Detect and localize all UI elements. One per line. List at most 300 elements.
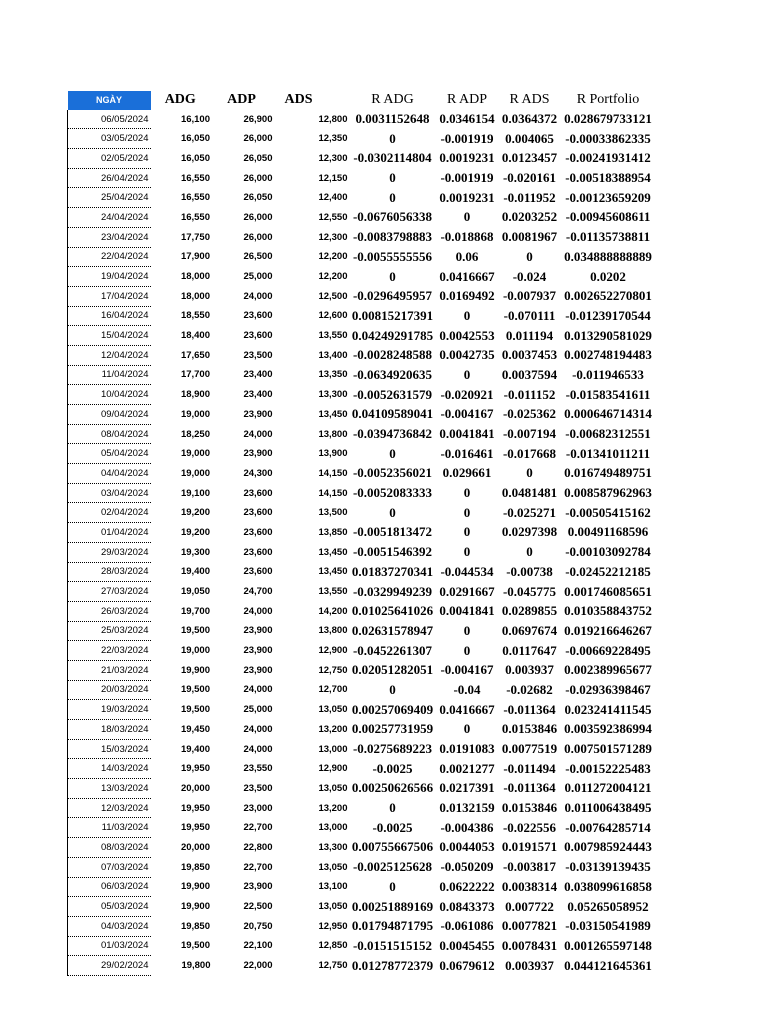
cell-adp[interactable]: 23,900: [243, 645, 273, 657]
cell-r-adg[interactable]: 0.01025641026: [351, 603, 434, 619]
cell-adg[interactable]: 16,550: [180, 192, 210, 204]
cell-adg[interactable]: 18,400: [180, 330, 210, 342]
cell-adg[interactable]: 19,950: [180, 802, 210, 814]
cell-date[interactable]: 23/04/2024: [68, 227, 151, 247]
cell-ads[interactable]: 13,850: [318, 526, 348, 538]
cell-date[interactable]: 29/03/2024: [68, 542, 151, 562]
cell-r-adp[interactable]: 0: [463, 622, 471, 638]
cell-adg[interactable]: 16,050: [180, 152, 210, 164]
cell-date[interactable]: 06/03/2024: [68, 877, 151, 897]
cell-r-ads[interactable]: 0.0077519: [501, 741, 558, 757]
cell-adg[interactable]: 19,500: [180, 684, 210, 696]
cell-r-adp[interactable]: 0.0346154: [439, 111, 495, 127]
cell-adp[interactable]: 23,600: [243, 310, 273, 322]
cell-adg[interactable]: 19,050: [180, 586, 210, 598]
cell-r-portfolio[interactable]: 0.016749489751: [564, 465, 652, 481]
cell-date[interactable]: 20/03/2024: [68, 680, 151, 700]
cell-r-adg[interactable]: -0.0296495957: [352, 288, 433, 304]
cell-r-adp[interactable]: 0: [463, 366, 471, 382]
cell-adg[interactable]: 19,700: [180, 605, 210, 617]
cell-adp[interactable]: 23,600: [243, 507, 273, 519]
cell-date[interactable]: 01/04/2024: [68, 523, 151, 543]
cell-ads[interactable]: 12,950: [318, 920, 348, 932]
cell-r-portfolio[interactable]: 0.010358843752: [564, 603, 652, 619]
cell-ads[interactable]: 13,450: [318, 546, 348, 558]
cell-adp[interactable]: 24,300: [243, 467, 273, 479]
cell-r-adp[interactable]: -0.020921: [440, 386, 494, 402]
cell-r-portfolio[interactable]: -0.01341011211: [565, 445, 651, 461]
cell-r-adp[interactable]: 0: [463, 485, 471, 501]
cell-r-adp[interactable]: 0: [463, 544, 471, 560]
cell-r-adg[interactable]: 0.04109589041: [351, 406, 434, 422]
cell-adg[interactable]: 19,900: [180, 664, 210, 676]
cell-date[interactable]: 05/03/2024: [68, 897, 151, 917]
cell-adp[interactable]: 22,500: [243, 901, 273, 913]
cell-adg[interactable]: 19,800: [181, 960, 211, 972]
cell-r-adg[interactable]: 0: [389, 130, 396, 146]
cell-date[interactable]: 29/02/2024: [68, 956, 151, 976]
cell-r-adp[interactable]: 0.0291667: [439, 583, 495, 599]
cell-ads[interactable]: 12,200: [318, 271, 348, 283]
cell-r-adg[interactable]: -0.0275689223: [352, 741, 433, 757]
cell-r-adp[interactable]: 0.0416667: [439, 268, 495, 284]
cell-adg[interactable]: 19,200: [180, 526, 210, 538]
cell-adp[interactable]: 26,050: [243, 152, 273, 164]
cell-r-portfolio[interactable]: -0.00669228495: [565, 642, 651, 658]
cell-adp[interactable]: 23,900: [243, 448, 273, 460]
cell-r-ads[interactable]: -0.011364: [503, 780, 556, 796]
cell-r-portfolio[interactable]: 0.0202: [590, 268, 626, 284]
cell-r-portfolio[interactable]: 0.007501571289: [564, 741, 652, 757]
cell-date[interactable]: 11/04/2024: [68, 365, 151, 385]
cell-r-ads[interactable]: 0.0078431: [501, 937, 558, 953]
cell-r-adp[interactable]: -0.016461: [440, 445, 494, 461]
cell-adp[interactable]: 23,600: [243, 546, 273, 558]
cell-r-ads[interactable]: 0.007722: [505, 898, 554, 914]
cell-r-ads[interactable]: -0.020161: [502, 170, 557, 186]
cell-r-adp[interactable]: -0.001919: [440, 170, 494, 186]
cell-r-portfolio[interactable]: -0.00518388954: [565, 170, 651, 186]
cell-ads[interactable]: 13,200: [318, 802, 348, 814]
cell-r-adp[interactable]: 0.0041841: [439, 603, 495, 619]
header-adg[interactable]: ADG: [164, 92, 196, 108]
cell-ads[interactable]: 13,200: [318, 723, 348, 735]
cell-adp[interactable]: 25,000: [243, 704, 273, 716]
cell-date[interactable]: 08/04/2024: [68, 424, 151, 444]
cell-adp[interactable]: 26,500: [243, 251, 273, 263]
cell-r-portfolio[interactable]: 0.003592386994: [564, 721, 652, 737]
cell-adp[interactable]: 26,050: [243, 192, 273, 204]
cell-date[interactable]: 24/04/2024: [68, 208, 151, 228]
cell-adp[interactable]: 20,750: [243, 920, 273, 932]
cell-date[interactable]: 25/04/2024: [68, 188, 151, 208]
cell-date[interactable]: 03/05/2024: [68, 129, 151, 149]
cell-date[interactable]: 18/03/2024: [68, 720, 151, 740]
cell-r-adp[interactable]: 0.06: [455, 248, 479, 264]
cell-r-adg[interactable]: 0: [389, 681, 396, 697]
cell-r-adg[interactable]: 0: [389, 189, 396, 205]
cell-date[interactable]: 14/03/2024: [68, 759, 151, 779]
cell-r-portfolio[interactable]: -0.00764285714: [565, 819, 651, 835]
cell-adg[interactable]: 19,850: [180, 920, 210, 932]
cell-r-ads[interactable]: -0.00738: [506, 563, 553, 579]
cell-date[interactable]: 09/04/2024: [68, 405, 151, 425]
cell-r-adp[interactable]: 0.0217391: [439, 780, 495, 796]
cell-r-adg[interactable]: -0.0634920635: [352, 366, 433, 382]
cell-r-adg[interactable]: -0.0052356021: [352, 465, 433, 481]
cell-ads[interactable]: 12,850: [318, 940, 348, 952]
cell-adp[interactable]: 23,550: [243, 763, 273, 775]
cell-r-ads[interactable]: 0.0037453: [501, 347, 558, 363]
cell-ads[interactable]: 13,500: [318, 507, 348, 519]
cell-ads[interactable]: 13,800: [318, 625, 348, 637]
cell-r-adg[interactable]: 0: [389, 170, 396, 186]
cell-r-ads[interactable]: 0.0038314: [501, 878, 558, 894]
cell-r-portfolio[interactable]: 0.013290581029: [564, 327, 652, 343]
cell-r-portfolio[interactable]: 0.008587962963: [564, 485, 652, 501]
cell-ads[interactable]: 13,800: [318, 428, 348, 440]
cell-date[interactable]: 21/03/2024: [68, 660, 151, 680]
cell-r-adp[interactable]: 0.0042735: [439, 347, 495, 363]
cell-r-adp[interactable]: -0.004167: [440, 662, 494, 678]
cell-ads[interactable]: 13,050: [318, 861, 348, 873]
cell-r-adp[interactable]: -0.050209: [440, 859, 494, 875]
cell-adp[interactable]: 23,600: [243, 330, 273, 342]
cell-r-ads[interactable]: -0.025362: [502, 406, 557, 422]
cell-ads[interactable]: 13,450: [318, 566, 348, 578]
cell-r-adp[interactable]: 0.0045455: [439, 937, 495, 953]
cell-ads[interactable]: 12,600: [318, 310, 348, 322]
cell-ads[interactable]: 13,450: [318, 408, 348, 420]
cell-date[interactable]: 16/04/2024: [68, 306, 151, 326]
cell-r-adp[interactable]: -0.018868: [440, 229, 494, 245]
cell-r-adp[interactable]: 0.0843373: [439, 898, 495, 914]
cell-ads[interactable]: 12,150: [318, 172, 348, 184]
cell-r-portfolio[interactable]: -0.00033862335: [565, 130, 651, 146]
cell-adg[interactable]: 19,000: [180, 467, 210, 479]
cell-adg[interactable]: 19,000: [180, 408, 210, 420]
cell-r-ads[interactable]: 0: [526, 465, 533, 481]
cell-ads[interactable]: 12,200: [318, 251, 348, 263]
cell-r-adp[interactable]: 0.0019231: [439, 150, 495, 166]
cell-adp[interactable]: 23,900: [243, 881, 273, 893]
cell-ads[interactable]: 13,400: [318, 349, 348, 361]
cell-date[interactable]: 27/03/2024: [68, 582, 151, 602]
cell-r-ads[interactable]: 0.003937: [505, 957, 554, 973]
cell-r-adg[interactable]: -0.0025125628: [352, 859, 433, 875]
cell-date[interactable]: 07/03/2024: [68, 857, 151, 877]
cell-r-adp[interactable]: 0: [463, 524, 471, 540]
cell-r-ads[interactable]: 0.011194: [505, 327, 554, 343]
cell-adg[interactable]: 18,000: [180, 290, 210, 302]
cell-date[interactable]: 15/03/2024: [68, 739, 151, 759]
cell-adg[interactable]: 19,500: [180, 940, 210, 952]
cell-r-portfolio[interactable]: 0.002389965677: [564, 662, 652, 678]
cell-adp[interactable]: 23,900: [243, 664, 273, 676]
header-r-adg[interactable]: R ADG: [371, 92, 414, 108]
cell-adg[interactable]: 20,000: [180, 782, 210, 794]
cell-r-portfolio[interactable]: 0.002748194483: [564, 347, 652, 363]
cell-adp[interactable]: 26,900: [243, 113, 273, 125]
cell-r-portfolio[interactable]: -0.00682312551: [565, 426, 651, 442]
cell-r-ads[interactable]: -0.011494: [503, 760, 556, 776]
cell-r-adp[interactable]: 0.0416667: [439, 701, 495, 717]
cell-r-portfolio[interactable]: -0.00103092784: [565, 544, 651, 560]
cell-adp[interactable]: 24,000: [243, 743, 273, 755]
cell-r-adp[interactable]: 0.0042553: [439, 327, 495, 343]
cell-date[interactable]: 19/03/2024: [68, 700, 151, 720]
cell-adg[interactable]: 17,700: [180, 369, 210, 381]
cell-r-portfolio[interactable]: 0.00491168596: [567, 524, 649, 540]
cell-date[interactable]: 17/04/2024: [68, 286, 151, 306]
cell-adg[interactable]: 17,650: [180, 349, 210, 361]
cell-adp[interactable]: 22,800: [243, 841, 273, 853]
cell-r-adp[interactable]: -0.004167: [440, 406, 494, 422]
cell-r-adp[interactable]: 0.0191083: [439, 741, 495, 757]
cell-date[interactable]: 19/04/2024: [68, 267, 151, 287]
cell-r-ads[interactable]: 0.0037594: [501, 366, 558, 382]
header-r-ads[interactable]: R ADS: [509, 92, 550, 108]
cell-date[interactable]: 08/03/2024: [68, 838, 151, 858]
cell-r-portfolio[interactable]: 0.001265597148: [564, 937, 652, 953]
cell-date[interactable]: 04/03/2024: [68, 916, 151, 936]
cell-r-adg[interactable]: -0.0151515152: [352, 937, 433, 953]
cell-r-ads[interactable]: 0: [526, 544, 533, 560]
cell-r-adg[interactable]: 0.01837270341: [351, 563, 434, 579]
cell-r-portfolio[interactable]: 0.002652270801: [564, 288, 652, 304]
cell-r-ads[interactable]: 0.0191571: [501, 839, 558, 855]
cell-r-adg[interactable]: 0.00257069409: [351, 701, 434, 717]
cell-date[interactable]: 04/04/2024: [68, 464, 151, 484]
cell-date[interactable]: 05/04/2024: [68, 444, 151, 464]
cell-r-adg[interactable]: 0.02631578947: [351, 622, 434, 638]
cell-r-adp[interactable]: 0.0622222: [439, 878, 495, 894]
cell-adp[interactable]: 25,000: [243, 271, 273, 283]
cell-r-adg[interactable]: -0.0329949239: [352, 583, 433, 599]
cell-ads[interactable]: 12,300: [318, 152, 348, 164]
cell-r-ads[interactable]: 0: [526, 248, 533, 264]
cell-r-ads[interactable]: -0.011152: [503, 386, 556, 402]
cell-r-portfolio[interactable]: 0.028679733121: [564, 111, 652, 127]
cell-r-ads[interactable]: 0.0123457: [501, 150, 558, 166]
cell-r-adg[interactable]: 0.00755667506: [351, 839, 434, 855]
cell-adg[interactable]: 16,550: [180, 172, 210, 184]
cell-adp[interactable]: 23,600: [243, 566, 273, 578]
cell-r-portfolio[interactable]: 0.011006438495: [564, 800, 652, 816]
cell-ads[interactable]: 13,050: [318, 704, 348, 716]
cell-adp[interactable]: 24,700: [243, 586, 273, 598]
cell-r-portfolio[interactable]: 0.007985924443: [564, 839, 652, 855]
cell-date[interactable]: 12/04/2024: [68, 345, 151, 365]
cell-adp[interactable]: 26,000: [243, 211, 273, 223]
cell-r-adp[interactable]: 0: [463, 209, 471, 225]
cell-r-portfolio[interactable]: 0.001746085651: [564, 583, 652, 599]
cell-r-ads[interactable]: -0.007194: [502, 426, 557, 442]
cell-date[interactable]: 12/03/2024: [68, 798, 151, 818]
cell-ads[interactable]: 13,000: [318, 822, 348, 834]
cell-date[interactable]: 11/03/2024: [68, 818, 151, 838]
cell-adp[interactable]: 23,900: [243, 625, 273, 637]
cell-r-adg[interactable]: -0.0452261307: [352, 642, 433, 658]
cell-ads[interactable]: 12,900: [318, 763, 348, 775]
cell-ads[interactable]: 13,050: [318, 901, 348, 913]
cell-r-portfolio[interactable]: -0.03139139435: [565, 859, 651, 875]
cell-r-adg[interactable]: -0.0052631579: [352, 386, 433, 402]
cell-ads[interactable]: 12,750: [318, 664, 348, 676]
cell-r-adp[interactable]: 0: [463, 307, 471, 323]
cell-ads[interactable]: 13,050: [318, 782, 348, 794]
cell-r-ads[interactable]: 0.003937: [505, 662, 554, 678]
cell-adg[interactable]: 19,100: [180, 487, 210, 499]
cell-adg[interactable]: 19,950: [180, 763, 210, 775]
cell-date[interactable]: 25/03/2024: [68, 621, 151, 641]
cell-r-ads[interactable]: -0.02682: [506, 681, 553, 697]
cell-r-adg[interactable]: -0.0055555556: [352, 248, 433, 264]
cell-r-adg[interactable]: 0.0031152648: [355, 111, 430, 127]
cell-date[interactable]: 02/05/2024: [68, 149, 151, 169]
cell-r-ads[interactable]: 0.0289855: [501, 603, 558, 619]
cell-r-adg[interactable]: 0: [389, 878, 396, 894]
cell-r-adg[interactable]: -0.0083798883: [352, 229, 433, 245]
cell-adg[interactable]: 18,000: [180, 271, 210, 283]
cell-ads[interactable]: 12,800: [318, 113, 348, 125]
cell-r-adp[interactable]: 0.0021277: [439, 760, 495, 776]
cell-r-portfolio[interactable]: -0.00505415162: [565, 504, 651, 520]
cell-ads[interactable]: 12,350: [318, 133, 348, 145]
cell-r-portfolio[interactable]: -0.00152225483: [565, 760, 651, 776]
cell-r-adp[interactable]: 0.0044053: [439, 839, 495, 855]
cell-adg[interactable]: 19,950: [180, 822, 210, 834]
cell-r-portfolio[interactable]: 0.034888888889: [564, 248, 652, 264]
cell-r-ads[interactable]: -0.017668: [502, 445, 557, 461]
cell-adp[interactable]: 23,600: [243, 487, 273, 499]
header-date[interactable]: NGÀY: [68, 91, 151, 110]
cell-ads[interactable]: 12,700: [318, 684, 348, 696]
cell-r-portfolio[interactable]: 0.023241411545: [564, 701, 652, 717]
cell-ads[interactable]: 12,550: [318, 211, 348, 223]
cell-adg[interactable]: 16,550: [180, 211, 210, 223]
cell-r-adg[interactable]: 0: [389, 800, 396, 816]
cell-r-ads[interactable]: 0.0077821: [501, 918, 558, 934]
cell-r-adp[interactable]: 0.029661: [442, 465, 492, 481]
cell-ads[interactable]: 14,150: [318, 467, 348, 479]
cell-r-adg[interactable]: -0.0025: [372, 819, 413, 835]
cell-r-portfolio[interactable]: -0.01239170544: [565, 307, 651, 323]
cell-ads[interactable]: 14,200: [318, 605, 348, 617]
cell-r-portfolio[interactable]: -0.011946533: [572, 366, 644, 382]
cell-adg[interactable]: 19,850: [180, 861, 210, 873]
cell-r-ads[interactable]: -0.007937: [502, 288, 557, 304]
cell-adg[interactable]: 19,300: [180, 546, 210, 558]
cell-r-adg[interactable]: 0.01278772379: [351, 957, 434, 973]
cell-r-portfolio[interactable]: 0.038099616858: [564, 878, 652, 894]
cell-r-adg[interactable]: -0.0051813472: [352, 524, 433, 540]
cell-r-ads[interactable]: 0.0297398: [501, 524, 558, 540]
cell-date[interactable]: 28/03/2024: [68, 562, 151, 582]
cell-r-ads[interactable]: -0.024: [512, 268, 547, 284]
cell-r-adg[interactable]: 0: [389, 504, 396, 520]
cell-adp[interactable]: 26,000: [243, 133, 273, 145]
cell-r-portfolio[interactable]: -0.03150541989: [565, 918, 651, 934]
cell-date[interactable]: 15/04/2024: [68, 326, 151, 346]
cell-r-adg[interactable]: -0.0052083333: [352, 485, 433, 501]
cell-adg[interactable]: 18,550: [180, 310, 210, 322]
cell-adp[interactable]: 22,700: [243, 822, 273, 834]
cell-adp[interactable]: 26,000: [243, 231, 273, 243]
cell-r-ads[interactable]: 0.0153846: [501, 721, 558, 737]
cell-r-portfolio[interactable]: 0.019216646267: [564, 622, 652, 638]
cell-adg[interactable]: 19,500: [180, 625, 210, 637]
cell-ads[interactable]: 12,900: [318, 645, 348, 657]
cell-ads[interactable]: 12,500: [318, 290, 348, 302]
cell-adg[interactable]: 19,450: [180, 723, 210, 735]
header-r-adp[interactable]: R ADP: [446, 92, 488, 108]
header-r-portfolio[interactable]: R Portfolio: [576, 92, 640, 108]
cell-adg[interactable]: 16,100: [180, 113, 210, 125]
cell-r-ads[interactable]: 0.004065: [505, 130, 554, 146]
cell-adp[interactable]: 23,900: [243, 408, 273, 420]
cell-r-ads[interactable]: 0.0481481: [501, 485, 558, 501]
cell-ads[interactable]: 13,000: [318, 743, 348, 755]
cell-adg[interactable]: 19,000: [180, 448, 210, 460]
cell-adg[interactable]: 16,050: [180, 133, 210, 145]
cell-r-ads[interactable]: -0.003817: [502, 859, 557, 875]
cell-adg[interactable]: 19,500: [180, 704, 210, 716]
cell-r-ads[interactable]: 0.0364372: [501, 111, 558, 127]
cell-adg[interactable]: 19,200: [180, 507, 210, 519]
cell-date[interactable]: 22/04/2024: [68, 247, 151, 267]
cell-r-adp[interactable]: 0: [463, 721, 471, 737]
cell-date[interactable]: 10/04/2024: [68, 385, 151, 405]
cell-r-adg[interactable]: 0: [389, 445, 396, 461]
cell-r-adg[interactable]: 0.01794871795: [351, 918, 434, 934]
cell-adg[interactable]: 17,750: [180, 231, 210, 243]
cell-ads[interactable]: 13,900: [318, 448, 348, 460]
cell-adp[interactable]: 26,000: [243, 172, 273, 184]
cell-ads[interactable]: 13,350: [318, 369, 348, 381]
cell-adg[interactable]: 18,900: [180, 389, 210, 401]
cell-r-adg[interactable]: -0.0676056338: [352, 209, 433, 225]
cell-r-adg[interactable]: 0.02051282051: [351, 662, 434, 678]
header-ads[interactable]: ADS: [284, 92, 313, 108]
cell-r-adg[interactable]: 0: [389, 268, 396, 284]
cell-r-adp[interactable]: 0.0041841: [439, 426, 495, 442]
cell-adp[interactable]: 23,500: [243, 349, 273, 361]
cell-r-portfolio[interactable]: -0.02936398467: [565, 681, 651, 697]
cell-adp[interactable]: 23,500: [243, 782, 273, 794]
cell-adg[interactable]: 19,400: [180, 566, 210, 578]
cell-r-adp[interactable]: 0.0679612: [439, 957, 495, 973]
cell-adg[interactable]: 17,900: [180, 251, 210, 263]
cell-adp[interactable]: 24,000: [243, 290, 273, 302]
cell-adp[interactable]: 22,000: [243, 960, 273, 972]
cell-r-adg[interactable]: -0.0025: [372, 760, 413, 776]
cell-ads[interactable]: 12,400: [318, 192, 348, 204]
cell-ads[interactable]: 13,550: [318, 586, 348, 598]
cell-r-ads[interactable]: 0.0697674: [501, 622, 558, 638]
cell-adp[interactable]: 22,700: [243, 861, 273, 873]
cell-adp[interactable]: 23,000: [243, 802, 273, 814]
cell-adg[interactable]: 19,000: [180, 645, 210, 657]
cell-adp[interactable]: 23,400: [243, 389, 273, 401]
cell-date[interactable]: 06/05/2024: [68, 110, 151, 129]
cell-r-adp[interactable]: 0: [463, 504, 471, 520]
cell-r-portfolio[interactable]: 0.000646714314: [564, 406, 652, 422]
cell-r-adp[interactable]: -0.04: [453, 681, 481, 697]
cell-r-adp[interactable]: 0.0169492: [439, 288, 495, 304]
cell-r-adg[interactable]: 0.00251889169: [351, 898, 434, 914]
cell-date[interactable]: 26/03/2024: [68, 601, 151, 621]
